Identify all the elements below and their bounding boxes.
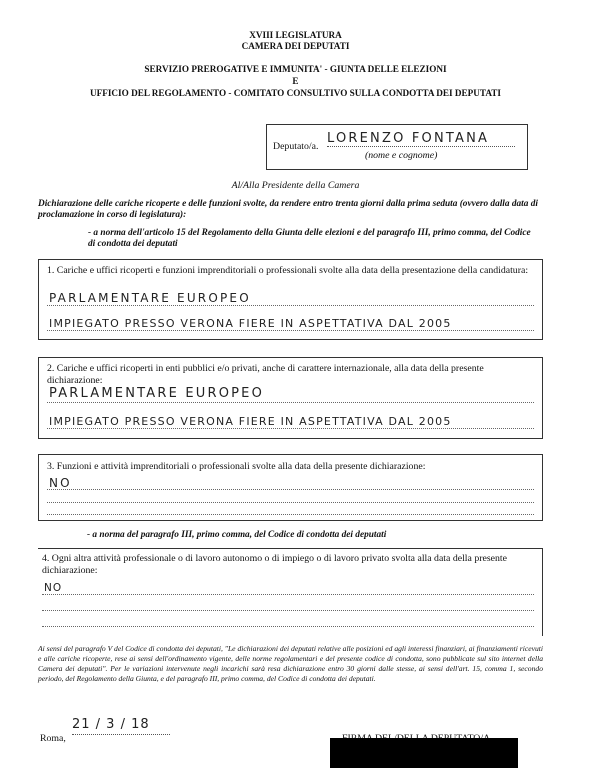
place-label: Roma, bbox=[40, 733, 66, 744]
deputy-label: Deputato/a. bbox=[273, 141, 319, 152]
section-3-title: 3. Funzioni e attività imprenditoriali o professionali svolte alla data della presente dichiarazione: bbox=[47, 461, 426, 472]
section-4-entry-1[interactable]: NO bbox=[44, 582, 63, 594]
norm-reference-1: - a norma dell'articolo 15 del Regolamento della Giunta delle elezioni e del paragrafo III, primo comma, del Codice di condotta dei deputati bbox=[88, 228, 531, 249]
signature-redaction bbox=[330, 738, 518, 768]
header-conjunction: E bbox=[292, 76, 299, 86]
section-4-title: 4. Ogni altra attività professionale o di lavoro autonomo o di impiego o di lavoro privato svolta alla data della presente dichiarazione: bbox=[42, 553, 507, 576]
section-2-title: 2. Cariche e uffici ricoperti in enti pubblici e/o privati, anche di carattere internazionale, alla data della presente dichiarazione: bbox=[47, 363, 484, 386]
deputy-sublabel: (nome e cognome) bbox=[365, 150, 438, 161]
section-2-box bbox=[38, 357, 543, 439]
header-chamber: CAMERA DEI DEPUTATI bbox=[241, 41, 350, 51]
section-3-entry-1[interactable]: NO bbox=[49, 476, 72, 490]
date-field[interactable]: 21 / 3 / 18 bbox=[72, 717, 170, 735]
section-1-entry-2[interactable]: IMPIEGATO PRESSO VERONA FIERE IN ASPETTATIVA DAL 2005 bbox=[49, 317, 452, 330]
addressee: Al/Alla Presidente della Camera bbox=[231, 180, 360, 191]
section-4-line-3 bbox=[42, 626, 534, 627]
section-3-line-1 bbox=[47, 489, 534, 490]
section-3-line-2 bbox=[47, 502, 534, 503]
deputy-name-field[interactable]: LORENZO FONTANA bbox=[327, 131, 515, 147]
section-1-box bbox=[38, 259, 543, 340]
section-3-box bbox=[38, 454, 543, 521]
deputy-box bbox=[266, 124, 528, 170]
footnote: Ai sensi del paragrafo V del Codice di condotta dei deputati, "Le dichiarazioni dei deputati relative alle posizioni ed agli interessi finanziari, ai finanziamenti ricevuti e alle cariche ricoperte, rese ai sensi dell'ordinamento vigente, delle norme regolamentari e del presente codice di condotta, sono pubblicate sul sito internet della Camera dei deputati". Per le variazioni intervenute negli incarichi sarà resa dichiarazione entro 30 giorni dalle stesse, ai sensi dell'art. 15, comma 1, secondo periodo, del Regolamento della Giunta, e del paragrafo III, primo comma, del Codice di condotta dei deputati. bbox=[38, 644, 543, 683]
section-4-line-1 bbox=[42, 594, 534, 595]
section-4-line-2 bbox=[42, 610, 534, 611]
section-2-line-2 bbox=[47, 428, 534, 429]
intro-text: Dichiarazione delle cariche ricoperte e delle funzioni svolte, da rendere entro trenta giorni dalla prima seduta (ovvero dalla data di proclamazione in corso di legislatura): bbox=[38, 199, 538, 220]
section-4-box bbox=[38, 548, 543, 636]
section-1-line-1 bbox=[47, 305, 534, 306]
section-2-entry-1[interactable]: PARLAMENTARE EUROPEO bbox=[49, 386, 265, 401]
section-2-entry-2[interactable]: IMPIEGATO PRESSO VERONA FIERE IN ASPETTATIVA DAL 2005 bbox=[49, 415, 452, 428]
norm-reference-2: - a norma del paragrafo III, primo comma, del Codice di condotta dei deputati bbox=[87, 530, 387, 540]
section-1-title: 1. Cariche e uffici ricoperti e funzioni imprenditoriali o professionali svolte alla data della presentazione della candidatura: bbox=[47, 265, 529, 276]
section-1-entry-1[interactable]: PARLAMENTARE EUROPEO bbox=[49, 291, 251, 305]
header-service: SERVIZIO PREROGATIVE E IMMUNITA' - GIUNTA DELLE ELEZIONI bbox=[144, 64, 447, 74]
header-office: UFFICIO DEL REGOLAMENTO - COMITATO CONSULTIVO SULLA CONDOTTA DEI DEPUTATI bbox=[89, 88, 502, 98]
header-legislature: XVIII LEGISLATURA bbox=[249, 30, 342, 40]
section-1-line-2 bbox=[47, 330, 534, 331]
section-3-line-3 bbox=[47, 514, 534, 515]
section-2-line-1 bbox=[47, 402, 534, 403]
